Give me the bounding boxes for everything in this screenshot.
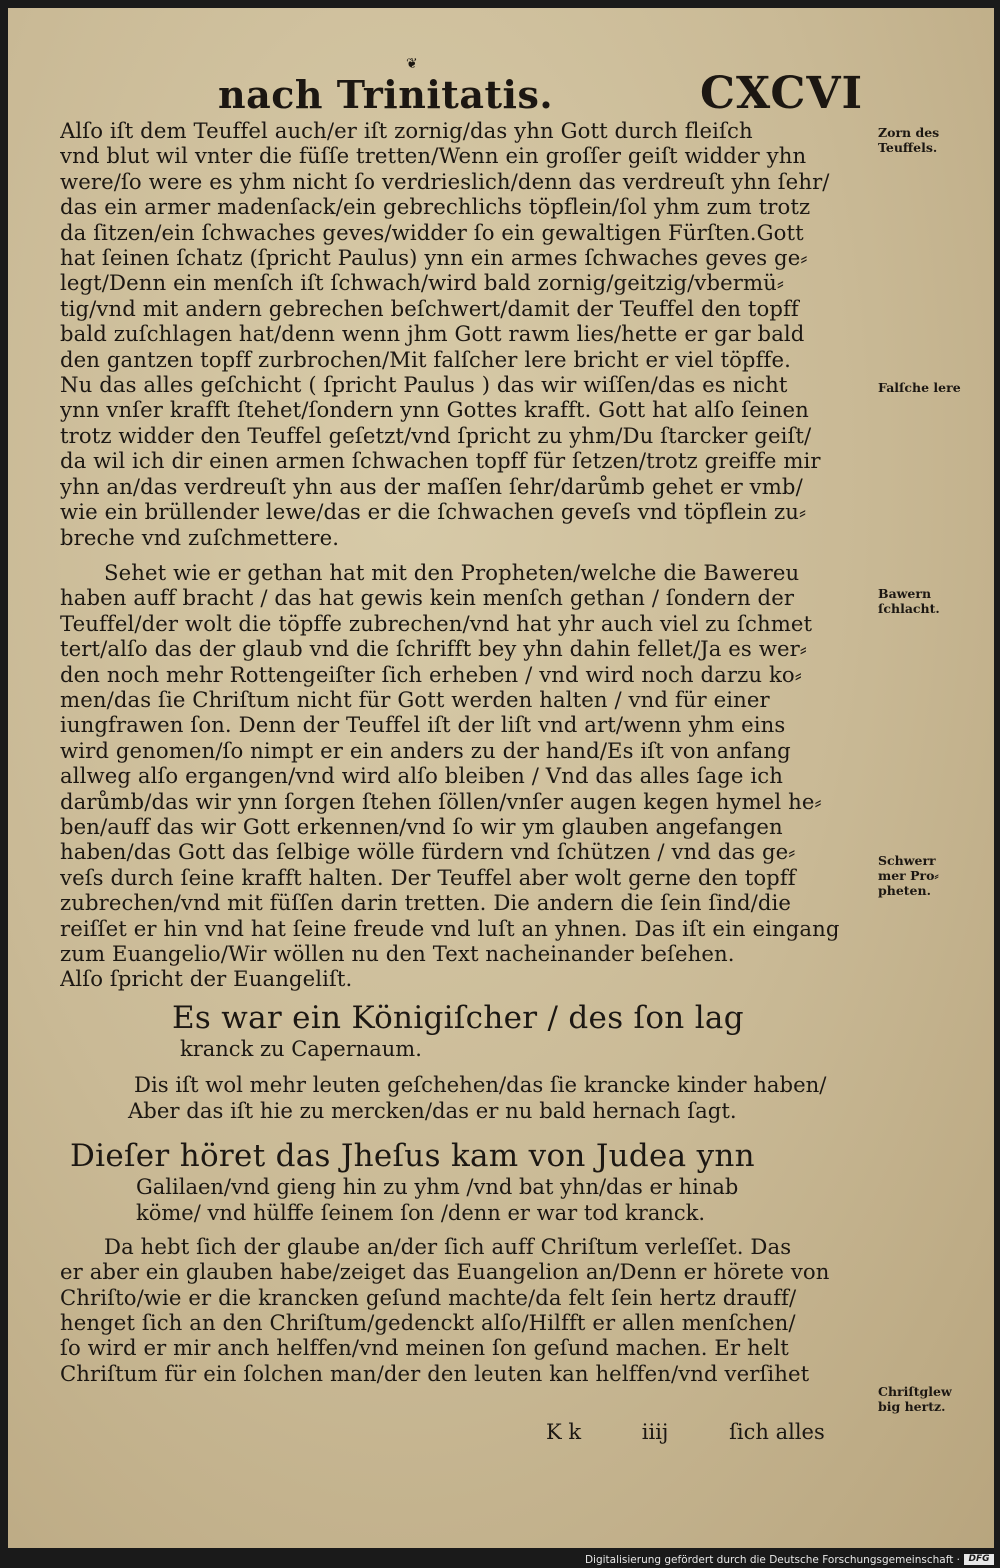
folio-number: CXCVI [700,68,864,119]
text-line: men/das ſie Chriſtum nicht für Gott werden halten / vnd für einer [60,686,770,712]
text-line: darůmb/das wir ynn ſorgen ſtehen ſöllen/vnſer augen kegen hymel he⸗ [60,788,822,814]
text-line: da ſitzen/ein ſchwaches geves/widder ſo ein gewaltigen Fürſten.Gott [60,219,804,245]
funding-credit: Digitalisierung gefördert durch die Deutsche Forschungsgemeinschaft · [584,1554,960,1566]
ornament-glyph: ❦ [406,56,418,72]
commentary-line: er aber ein glauben habe/zeiget das Euangelion an/Denn er hörete von [60,1259,830,1285]
text-line: bald zuſchlagen hat/denn wenn jhm Gott rawm lies/hette er gar bald [60,321,805,347]
text-line: hat ſeinen ſchatz (ſpricht Paulus) ynn ein armes ſchwaches geves ge⸗ [60,245,808,271]
catchword: ſich alles [729,1420,825,1444]
text-line: trotz widder den Teuffel geſetzt/vnd ſpricht zu yhm/Du ſtarcker geiſt/ [60,422,812,448]
text-line: Teuffel/der wolt die töpffe zubrechen/vnd hat yhr auch viel zu ſchmet [60,610,813,636]
book-page [8,8,994,1548]
scripture-heading-2-cont: köme/ vnd hülffe ſeinem ſon /denn er war tod kranck. [136,1200,706,1225]
paragraph-2 [60,560,875,992]
text-line: iungfrawen ſon. Denn der Teuffel iſt der liſt vnd art/wenn yhm eins [60,712,786,738]
text-line: zubrechen/vnd mit füſſen darin tretten. Die andern die ſein ſind/die [60,890,792,916]
commentary-line: Da hebt ſich der glaube an/der ſich auff Chriſtum verleſſet. Das [104,1233,792,1259]
margin-note-falsche-lere: Falſche lere [878,380,961,395]
dfg-logo: DFG [964,1554,994,1565]
text-line: das ein armer madenſack/ein gebrechlichs töpflein/ſol yhm zum trotz [60,194,811,220]
text-line: wird genomen/ſo nimpt er ein anders zu der hand/Es iſt von anfang [60,737,791,763]
text-line: tert/alſo das der glaub vnd die ſchrifft bey yhn dahin fellet/Ja es wer⸗ [60,636,807,662]
margin-note-zorn: Zorn des Teuffels. [878,125,940,155]
text-line: breche vnd zuſchmettere. [60,524,340,550]
margin-note-propheten: Schwerr mer Pro⸗ pheten. [878,853,939,898]
text-line: wie ein brüllender lewe/das er die ſchwachen geveſs vnd töpflein zu⸗ [60,499,807,525]
text-line: Alſo iſt dem Teuffel auch/er iſt zornig/das yhn Gott durch fleiſch [60,118,753,143]
text-line: yhn an/das verdreuſt yhn aus der maſſen ſehr/darůmb gehet er vmb/ [60,473,803,499]
running-title: nach Trinitatis. [218,72,554,117]
scripture-heading-2: Dieſer höret das Jheſus kam von Judea ynn [70,1137,755,1174]
scripture-heading-1: Es war ein Königiſcher / des ſon lag [172,999,744,1036]
text-line: den gantzen topff zurbrochen/Mit falſcher lere bricht er viel töpffe. [60,346,791,372]
text-line: reiſſet er hin vnd hat ſeine freude vnd luſt an yhnen. Das iſt ein eingang [60,915,840,941]
scripture-heading-1-cont: kranck zu Capernaum. [180,1036,422,1061]
text-line: Sehet wie er gethan hat mit den Propheten/welche die Bawereu [104,559,800,585]
commentary-line: Dis iſt wol mehr leuten geſchehen/das ſie krancke kinder haben/ [134,1071,827,1097]
commentary-line: Aber das iſt hie zu mercken/das er nu bald hernach ſagt. [128,1097,737,1123]
commentary-line: henget ſich an den Chriſtum/gedenckt alſo/Hilfft er allen menſchen/ [60,1310,796,1336]
text-line: legt/Denn ein menſch iſt ſchwach/wird bald zornig/geitzig/vbermü⸗ [60,270,785,296]
text-line: ben/auff das wir Gott erkennen/vnd ſo wir ym glauben angefangen [60,813,783,839]
text-line: allweg alſo ergangen/vnd wird alſo bleiben / Vnd das alles ſage ich [60,763,783,789]
text-line: veſs durch ſeine krafft halten. Der Teuffel aber wolt gerne den topff [60,864,796,890]
commentary-line: Chriſtum für ein ſolchen man/der den leuten kan helffen/vnd verſihet [60,1360,810,1386]
text-line: zum Euangelio/Wir wöllen nu den Text nacheinander beſehen. [60,941,735,966]
text-line: haben/das Gott das ſelbige wölle fürdern vnd ſchützen / vnd das ge⸗ [60,839,796,865]
digitization-footer [0,1552,1000,1568]
leaf-number: iiij [641,1420,669,1444]
commentary-line: Chriſto/wie er die krancken geſund machte/da felt ſein hertz drauff/ [60,1284,797,1310]
text-line: ynn vnſer krafft ſtehet/ſondern ynn Gottes krafft. Gott hat alſo ſeinen [60,397,809,423]
margin-note-glaubig-hertz: Chriſtglew big hertz. [878,1384,952,1414]
text-line: tig/vnd mit andern gebrechen beſchwert/damit der Teuffel den topff [60,295,799,321]
paragraph-1 [60,118,875,550]
text-block [60,118,875,1386]
text-line: vnd blut wil vnter die füſſe tretten/Wenn ein groſſer geiſt widder yhn [60,143,807,169]
running-head [8,68,994,118]
scripture-heading-2-cont: Galilaen/vnd gieng hin zu yhm /vnd bat yhn/das er hinab [136,1174,739,1199]
margin-note-bawern: Bawern ſchlacht. [878,586,940,616]
text-line: Alſo ſpricht der Euangeliſt. [60,966,353,992]
commentary-line: ſo wird er mir anch helffen/vnd meinen ſon geſund machen. Er helt [60,1335,789,1361]
text-line: da wil ich dir einen armen ſchwachen topff für ſetzen/trotz greiffe mir [60,448,821,474]
text-line: haben auff bracht / das hat gewis kein menſch gethan / ſondern der [60,585,795,611]
signature-line [546,1420,879,1444]
text-line: Nu das alles geſchicht ( ſpricht Paulus ) das wir wiſſen/das es nicht [60,372,788,398]
text-line: den noch mehr Rottengeiſter ſich erheben / vnd wird noch darzu ko⸗ [60,661,802,687]
text-line: were/ſo were es yhm nicht ſo verdrieslich/denn das verdreuſt yhn ſehr/ [60,168,830,194]
signature-mark: K k [546,1420,582,1444]
